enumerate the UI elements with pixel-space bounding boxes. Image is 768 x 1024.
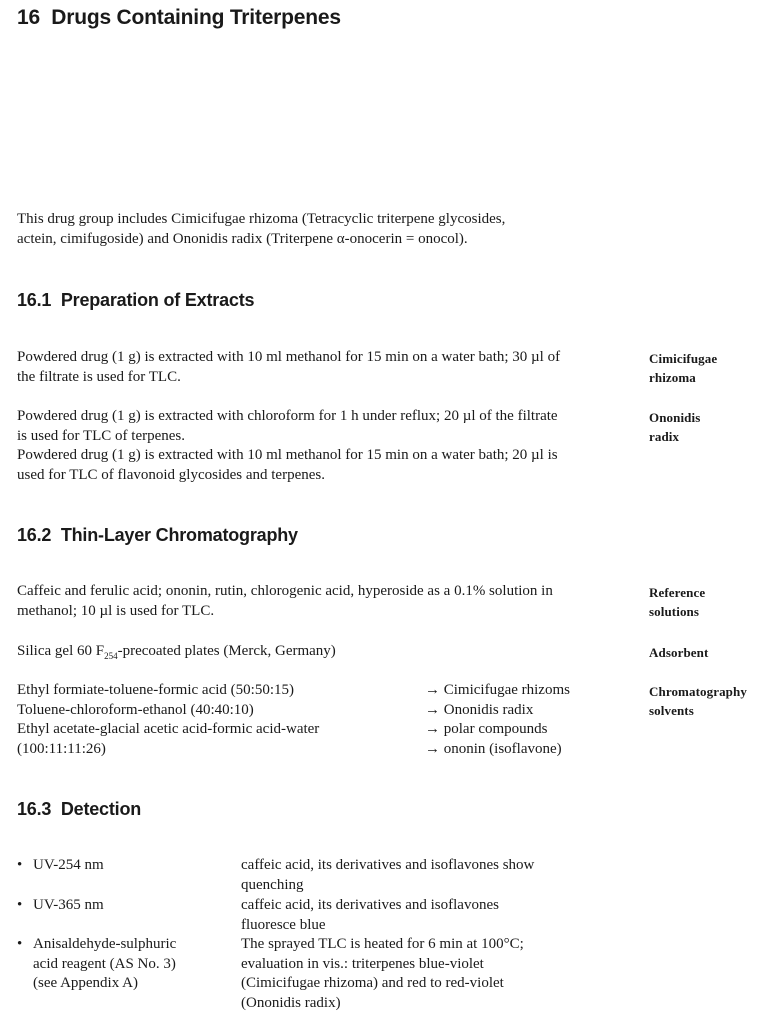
- section-number: 16.3: [17, 799, 52, 819]
- solvent-system: Toluene-chloroform-ethanol (40:40:10): [17, 701, 254, 718]
- margin-label-adsorbent: [649, 643, 768, 662]
- detection-result-line: caffeic acid, its derivatives and isoflavones: [241, 897, 499, 913]
- chapter-number: 16: [17, 6, 40, 29]
- section-heading-16-1: [17, 290, 254, 311]
- paragraph-line: methanol; 10 µl is used for TLC.: [17, 602, 215, 619]
- margin-label-solvents: [649, 682, 768, 720]
- detection-method-line: (see Appendix A): [33, 975, 138, 991]
- solvent-target: → ononin (isoflavone): [425, 740, 562, 757]
- detection-result: [241, 935, 601, 1013]
- bullet-marker: •: [17, 897, 23, 913]
- bullet-marker: •: [17, 936, 23, 952]
- margin-label-line: Adsorbent: [649, 645, 709, 660]
- detection-method-line: UV-365 nm: [33, 897, 104, 913]
- paragraph-line: is used for TLC of terpenes.: [17, 427, 186, 444]
- intro-line: actein, cimifugoside) and Ononidis radix (Triterpene α-onocerin = onocol).: [17, 230, 468, 247]
- adsorbent-text: -precoated plates (Merck, Germany): [117, 643, 336, 659]
- detection-method: [33, 935, 233, 994]
- detection-method: [33, 896, 233, 916]
- section-title: Detection: [60, 799, 142, 819]
- detection-result: [241, 856, 601, 895]
- detection-result-line: The sprayed TLC is heated for 6 min at 100°C;: [241, 936, 524, 952]
- reference-solutions-paragraph: [17, 582, 637, 621]
- paragraph-line: Powdered drug (1 g) is extracted with chloroform for 1 h under reflux; 20 µl of the filtrate: [17, 408, 558, 424]
- solvent-targets: [425, 681, 640, 759]
- solvent-target: → polar compounds: [425, 721, 548, 737]
- section-number: 16.2: [17, 525, 52, 545]
- paragraph-line: used for TLC of flavonoid glycosides and terpenes.: [17, 466, 325, 483]
- extract-paragraph-cimicifugae: [17, 348, 637, 387]
- paragraph-line: Caffeic and ferulic acid; ononin, rutin, chlorogenic acid, hyperoside as a 0.1% solution in: [17, 583, 553, 599]
- solvent-systems: [17, 681, 417, 759]
- extract-paragraph-ononidis: [17, 407, 637, 485]
- margin-label-line: solutions: [649, 604, 700, 619]
- intro-paragraph: [17, 210, 637, 249]
- section-number: 16.1: [17, 290, 52, 310]
- margin-label-line: Ononidis: [649, 410, 701, 425]
- margin-label-line: Chromatography: [649, 684, 747, 699]
- detection-result-line: caffeic acid, its derivatives and isoflavones show: [241, 857, 535, 873]
- detection-result-line: (Cimicifugae rhizoma) and red to red-violet: [241, 975, 504, 991]
- bullet-marker: •: [17, 857, 23, 873]
- chapter-title: Drugs Containing Triterpenes: [51, 6, 341, 29]
- detection-method-line: UV-254 nm: [33, 857, 104, 873]
- section-title: Preparation of Extracts: [60, 290, 255, 310]
- intro-line: This drug group includes Cimicifugae rhizoma (Tetracyclic triterpene glycosides,: [17, 211, 506, 227]
- detection-method-line: acid reagent (AS No. 3): [33, 955, 176, 972]
- margin-label-line: Reference: [649, 585, 706, 600]
- solvent-target: → Ononidis radix: [425, 701, 534, 718]
- detection-method-line: Anisaldehyde-sulphuric: [33, 936, 177, 952]
- adsorbent-subscript: 254: [104, 651, 118, 661]
- section-title: Thin-Layer Chromatography: [60, 525, 298, 545]
- detection-result-line: evaluation in vis.: triterpenes blue-violet: [241, 955, 484, 972]
- solvent-target: → Cimicifugae rhizoms: [425, 682, 570, 698]
- chapter-heading: [17, 6, 341, 30]
- solvent-system: Ethyl formiate-toluene-formic acid (50:50:15): [17, 682, 294, 698]
- section-heading-16-3: [17, 799, 141, 820]
- solvent-system: (100:11:11:26): [17, 740, 106, 757]
- paragraph-line: Powdered drug (1 g) is extracted with 10 ml methanol for 15 min on a water bath; 30 µl of: [17, 349, 561, 365]
- paragraph-line: the filtrate is used for TLC.: [17, 368, 181, 385]
- adsorbent-paragraph: [17, 642, 637, 667]
- margin-label-ononidis: [649, 408, 768, 446]
- margin-label-line: Cimicifugae: [649, 351, 718, 366]
- detection-result-line: (Ononidis radix): [241, 994, 341, 1011]
- adsorbent-line: [17, 642, 637, 667]
- detection-result: [241, 896, 601, 935]
- detection-result-line: quenching: [241, 876, 304, 893]
- detection-result-line: fluoresce blue: [241, 916, 326, 933]
- section-heading-16-2: [17, 525, 298, 546]
- paragraph-line: Powdered drug (1 g) is extracted with 10 ml methanol for 15 min on a water bath; 20 µl is: [17, 447, 558, 463]
- margin-label-cimicifugae: [649, 349, 768, 387]
- detection-method: [33, 856, 233, 876]
- solvent-system: Ethyl acetate-glacial acetic acid-formic acid-water: [17, 721, 320, 737]
- margin-label-line: rhizoma: [649, 370, 696, 385]
- margin-label-line: radix: [649, 429, 680, 444]
- adsorbent-text: Silica gel 60 F: [17, 643, 105, 659]
- margin-label-line: solvents: [649, 703, 694, 718]
- margin-label-reference: [649, 583, 768, 621]
